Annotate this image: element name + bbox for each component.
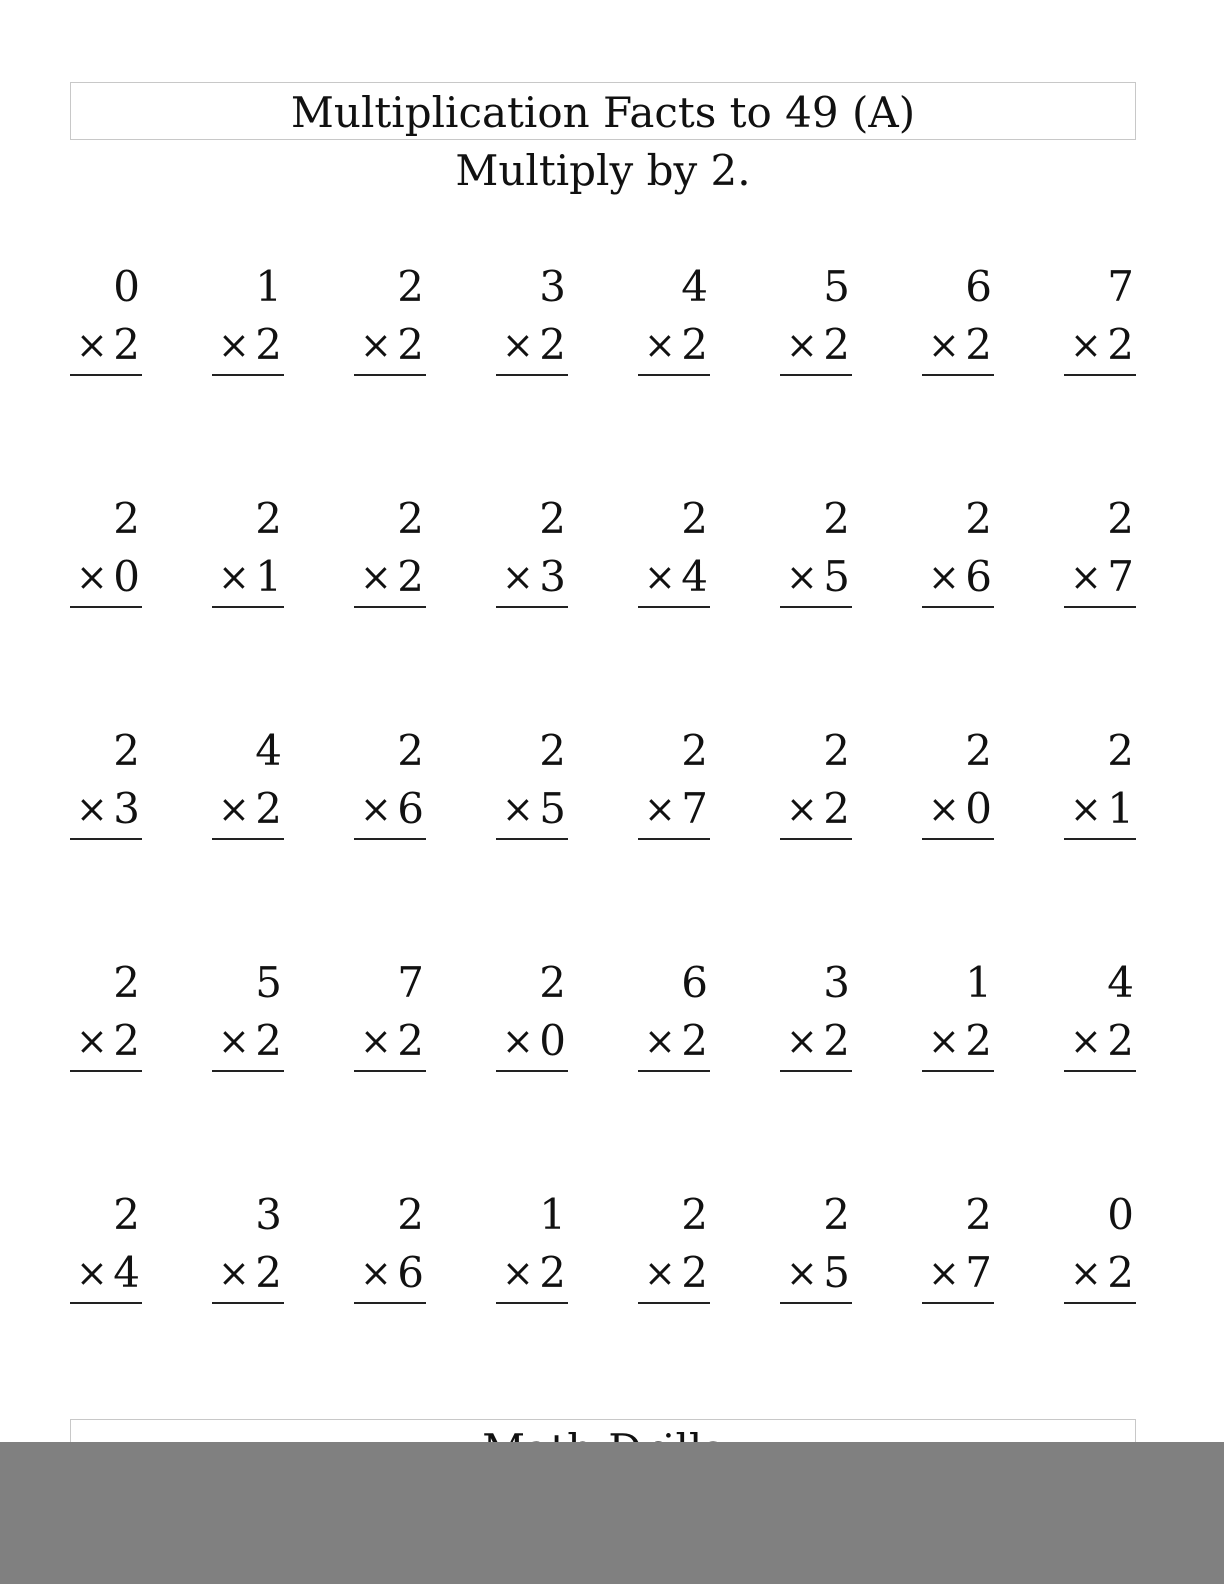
top-number: 1 [965, 958, 992, 1007]
problem [70, 722, 142, 840]
problem [1064, 490, 1136, 608]
multiply-sign: × [786, 787, 818, 831]
bottom-line [354, 548, 426, 608]
problem-grid [70, 258, 1136, 1418]
top-number: 6 [965, 262, 992, 311]
problem [638, 490, 710, 608]
bottom-number: 2 [255, 784, 282, 833]
bottom-line [922, 780, 994, 840]
multiply-sign: × [218, 1019, 250, 1063]
problem [780, 1186, 852, 1304]
bottom-number: 7 [965, 1248, 992, 1297]
multiply-sign: × [644, 323, 676, 367]
bottom-number: 5 [823, 552, 850, 601]
bottom-line [354, 316, 426, 376]
top-number: 2 [255, 494, 282, 543]
top-number: 7 [397, 958, 424, 1007]
problem [1064, 954, 1136, 1072]
top-number: 2 [113, 494, 140, 543]
bottom-number: 2 [681, 1016, 708, 1065]
bottom-number: 2 [1107, 1016, 1134, 1065]
bottom-number: 2 [539, 1248, 566, 1297]
bottom-number: 2 [397, 1016, 424, 1065]
bottom-number: 2 [823, 784, 850, 833]
multiply-sign: × [502, 787, 534, 831]
bottom-number: 1 [255, 552, 282, 601]
multiply-sign: × [218, 555, 250, 599]
problem [922, 722, 994, 840]
top-number: 0 [1107, 1190, 1134, 1239]
bottom-line [922, 1012, 994, 1072]
bottom-number: 2 [397, 552, 424, 601]
top-number: 0 [113, 262, 140, 311]
bottom-line [354, 1012, 426, 1072]
problem [638, 258, 710, 376]
bottom-number: 5 [823, 1248, 850, 1297]
bottom-number: 2 [965, 1016, 992, 1065]
multiply-sign: × [928, 787, 960, 831]
bottom-line [496, 548, 568, 608]
multiply-sign: × [1070, 1251, 1102, 1295]
top-number: 2 [965, 494, 992, 543]
bottom-number: 2 [255, 320, 282, 369]
page-subtitle: Multiply by 2. [455, 146, 751, 195]
problem [1064, 722, 1136, 840]
multiply-sign: × [786, 1251, 818, 1295]
bottom-number: 3 [113, 784, 140, 833]
top-number: 4 [681, 262, 708, 311]
top-number: 5 [823, 262, 850, 311]
problem-row [70, 490, 1136, 722]
multiply-sign: × [76, 787, 108, 831]
bottom-line [496, 780, 568, 840]
bottom-line [212, 1012, 284, 1072]
problem-row [70, 258, 1136, 490]
bottom-number: 4 [113, 1248, 140, 1297]
problem [1064, 1186, 1136, 1304]
bottom-line [70, 1012, 142, 1072]
multiply-sign: × [76, 1019, 108, 1063]
multiply-sign: × [928, 1251, 960, 1295]
bottom-number: 2 [965, 320, 992, 369]
bottom-line [1064, 1244, 1136, 1304]
multiply-sign: × [360, 323, 392, 367]
multiply-sign: × [786, 555, 818, 599]
bottom-number: 4 [681, 552, 708, 601]
top-number: 2 [965, 726, 992, 775]
bottom-number: 2 [255, 1016, 282, 1065]
multiply-sign: × [644, 1019, 676, 1063]
bottom-line [1064, 548, 1136, 608]
multiply-sign: × [1070, 1019, 1102, 1063]
bottom-line [354, 1244, 426, 1304]
bottom-line [638, 1012, 710, 1072]
problem [638, 954, 710, 1072]
bottom-line [212, 316, 284, 376]
top-number: 2 [539, 494, 566, 543]
problem [496, 1186, 568, 1304]
bottom-number: 2 [113, 320, 140, 369]
problem [922, 954, 994, 1072]
bottom-number: 2 [539, 320, 566, 369]
bottom-number: 2 [1107, 320, 1134, 369]
bottom-number: 2 [255, 1248, 282, 1297]
problem [780, 490, 852, 608]
problem [638, 722, 710, 840]
top-number: 2 [823, 726, 850, 775]
problem-row [70, 722, 1136, 954]
problem [1064, 258, 1136, 376]
bottom-number: 2 [823, 1016, 850, 1065]
problem [212, 722, 284, 840]
problem-row [70, 954, 1136, 1186]
bottom-line [70, 780, 142, 840]
bottom-line [780, 1012, 852, 1072]
bottom-number: 6 [397, 784, 424, 833]
multiply-sign: × [76, 323, 108, 367]
top-number: 2 [113, 726, 140, 775]
top-number: 2 [1107, 726, 1134, 775]
multiply-sign: × [928, 555, 960, 599]
bottom-number: 2 [113, 1016, 140, 1065]
bottom-line [1064, 1012, 1136, 1072]
multiply-sign: × [1070, 323, 1102, 367]
bottom-line [212, 780, 284, 840]
bottom-line [1064, 316, 1136, 376]
top-number: 2 [397, 262, 424, 311]
bottom-overlay [0, 1442, 1224, 1584]
problem [354, 490, 426, 608]
bottom-number: 7 [681, 784, 708, 833]
problem-row [70, 1186, 1136, 1418]
problem [780, 954, 852, 1072]
bottom-line [1064, 780, 1136, 840]
bottom-line [496, 316, 568, 376]
multiply-sign: × [360, 1251, 392, 1295]
problem [212, 954, 284, 1072]
multiply-sign: × [360, 787, 392, 831]
top-number: 3 [539, 262, 566, 311]
bottom-line [70, 1244, 142, 1304]
top-number: 3 [255, 1190, 282, 1239]
bottom-line [212, 548, 284, 608]
problem [70, 258, 142, 376]
problem [354, 954, 426, 1072]
bottom-number: 0 [965, 784, 992, 833]
multiply-sign: × [502, 323, 534, 367]
problem [212, 258, 284, 376]
bottom-line [638, 1244, 710, 1304]
top-number: 2 [539, 726, 566, 775]
bottom-line [212, 1244, 284, 1304]
multiply-sign: × [76, 1251, 108, 1295]
page-title: Multiplication Facts to 49 (A) [290, 88, 916, 137]
multiply-sign: × [1070, 787, 1102, 831]
problem [70, 1186, 142, 1304]
bottom-number: 2 [397, 320, 424, 369]
problem [922, 1186, 994, 1304]
problem [496, 490, 568, 608]
problem [354, 1186, 426, 1304]
bottom-line [70, 316, 142, 376]
problem [922, 258, 994, 376]
top-number: 2 [397, 1190, 424, 1239]
problem [780, 722, 852, 840]
top-number: 2 [1107, 494, 1134, 543]
bottom-line [922, 1244, 994, 1304]
top-number: 1 [255, 262, 282, 311]
top-number: 2 [113, 958, 140, 1007]
bottom-number: 3 [539, 552, 566, 601]
multiply-sign: × [502, 555, 534, 599]
top-number: 2 [681, 1190, 708, 1239]
problem [638, 1186, 710, 1304]
problem [212, 490, 284, 608]
top-number: 2 [397, 494, 424, 543]
multiply-sign: × [360, 555, 392, 599]
bottom-number: 0 [539, 1016, 566, 1065]
bottom-number: 2 [681, 320, 708, 369]
problem [70, 490, 142, 608]
multiply-sign: × [360, 1019, 392, 1063]
multiply-sign: × [644, 555, 676, 599]
top-number: 3 [823, 958, 850, 1007]
multiply-sign: × [218, 323, 250, 367]
top-number: 5 [255, 958, 282, 1007]
bottom-line [780, 548, 852, 608]
top-number: 2 [397, 726, 424, 775]
bottom-line [496, 1012, 568, 1072]
top-number: 2 [965, 1190, 992, 1239]
bottom-number: 0 [113, 552, 140, 601]
bottom-line [780, 316, 852, 376]
bottom-line [496, 1244, 568, 1304]
problem [212, 1186, 284, 1304]
problem [496, 722, 568, 840]
multiply-sign: × [928, 323, 960, 367]
problem [354, 258, 426, 376]
top-number: 2 [113, 1190, 140, 1239]
bottom-number: 1 [1107, 784, 1134, 833]
problem [70, 954, 142, 1072]
bottom-number: 6 [397, 1248, 424, 1297]
top-number: 7 [1107, 262, 1134, 311]
bottom-number: 7 [1107, 552, 1134, 601]
top-number: 2 [539, 958, 566, 1007]
multiply-sign: × [502, 1251, 534, 1295]
top-number: 4 [1107, 958, 1134, 1007]
bottom-line [780, 780, 852, 840]
multiply-sign: × [644, 787, 676, 831]
bottom-number: 6 [965, 552, 992, 601]
multiply-sign: × [644, 1251, 676, 1295]
multiply-sign: × [502, 1019, 534, 1063]
problem [922, 490, 994, 608]
bottom-line [922, 548, 994, 608]
multiply-sign: × [76, 555, 108, 599]
bottom-number: 2 [823, 320, 850, 369]
multiply-sign: × [1070, 555, 1102, 599]
bottom-line [922, 316, 994, 376]
bottom-line [780, 1244, 852, 1304]
bottom-line [638, 780, 710, 840]
multiply-sign: × [786, 1019, 818, 1063]
multiply-sign: × [786, 323, 818, 367]
top-number: 2 [823, 494, 850, 543]
bottom-number: 2 [681, 1248, 708, 1297]
multiply-sign: × [928, 1019, 960, 1063]
problem [496, 954, 568, 1072]
bottom-number: 2 [1107, 1248, 1134, 1297]
top-number: 1 [539, 1190, 566, 1239]
bottom-line [638, 548, 710, 608]
problem [354, 722, 426, 840]
multiply-sign: × [218, 1251, 250, 1295]
problem [496, 258, 568, 376]
top-number: 2 [681, 494, 708, 543]
problem [780, 258, 852, 376]
bottom-number: 5 [539, 784, 566, 833]
top-number: 6 [681, 958, 708, 1007]
multiply-sign: × [218, 787, 250, 831]
top-number: 2 [823, 1190, 850, 1239]
top-number: 4 [255, 726, 282, 775]
bottom-line [354, 780, 426, 840]
bottom-line [638, 316, 710, 376]
top-number: 2 [681, 726, 708, 775]
bottom-line [70, 548, 142, 608]
